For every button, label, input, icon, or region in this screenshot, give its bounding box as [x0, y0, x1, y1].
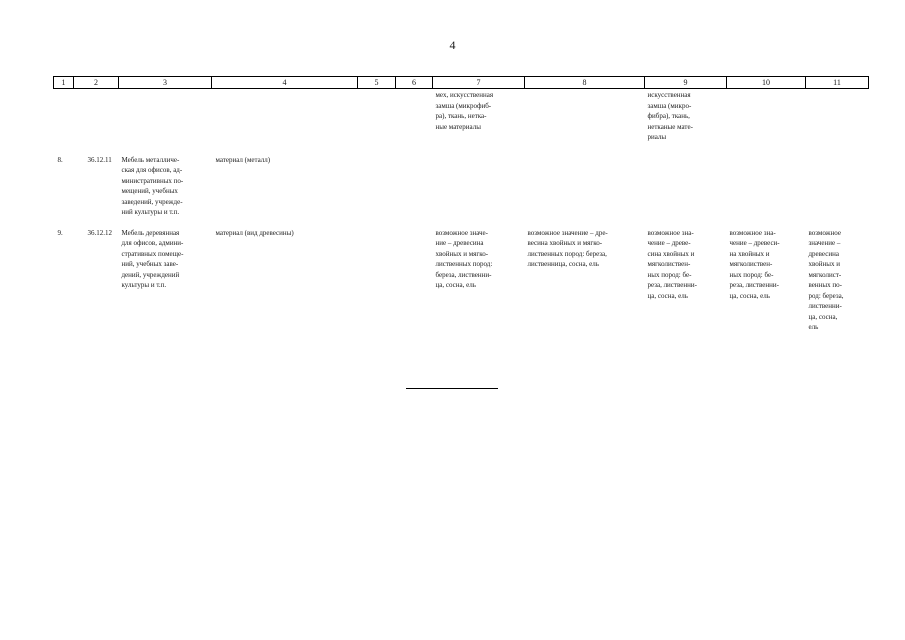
cell-col7 [433, 89, 525, 155]
cell-col10 [727, 228, 806, 333]
cell-col11 [806, 89, 869, 155]
cell-col7-text: мех, искусственная замша (микрофиб- ра), ткань, нетка- ные материалы [435, 91, 494, 131]
specification-table-container [53, 76, 868, 333]
cell-col6 [396, 155, 433, 228]
cell-col8 [525, 228, 645, 333]
cell-col6 [396, 89, 433, 155]
page-number: 4 [449, 38, 456, 52]
footnote-separator-line [406, 388, 498, 389]
code-cell: 36.12.12 [87, 228, 112, 237]
cell-col11-text: возможное значение – древесина хвойных и мягколист- венных по- род: береза, лиственни- ца, сосна, ель [808, 228, 844, 331]
code-cell: 36.12.11 [87, 155, 112, 164]
column-header-9: 9 [645, 77, 727, 89]
row-number-cell [54, 89, 74, 155]
cell-col10 [727, 155, 806, 228]
column-number-row [54, 77, 869, 89]
cell-col5 [358, 228, 396, 333]
column-header-8: 8 [525, 77, 645, 89]
column-header-10: 10 [727, 77, 806, 89]
cell-col7 [433, 228, 525, 333]
name-cell [119, 89, 212, 155]
attribute-cell: материал (металл) [215, 155, 271, 164]
cell-col5 [358, 89, 396, 155]
column-header-11: 11 [806, 77, 869, 89]
code-cell [74, 89, 119, 155]
column-header-7: 7 [433, 77, 525, 89]
name-text: Мебель деревянная для офисов, админи- стративных помеще- ний, учебных заве- дений, учреждений культуры и т.п. [121, 228, 184, 289]
row-number-cell: 9. [57, 228, 63, 237]
cell-col10-text: возможное зна- чение – древеси- на хвойных и мягколиствен- ных пород: бе- реза, лиственни- ца, сосна, ель [729, 228, 780, 300]
table-row-continuation [54, 89, 869, 155]
row-number-cell: 8. [57, 155, 63, 164]
cell-col9-text: искусственная замша (микро- фибра), ткань, нетканые мате- риалы [647, 91, 693, 141]
name-cell [119, 155, 212, 228]
cell-col7-text: возможное значе- ние – древесина хвойных и мягко- лиственных пород: береза, лиственни- ца, сосна, ель [435, 228, 493, 289]
name-text: Мебель металличе- ская для офисов, ад- министративных по- мещений, учебных заведений, учрежде- ний культуры и т.п. [121, 155, 184, 216]
specification-table [53, 76, 869, 333]
attribute-cell: материал (вид древесины) [215, 228, 294, 237]
column-header-4: 4 [212, 77, 358, 89]
column-header-6: 6 [396, 77, 433, 89]
cell-col9 [645, 89, 727, 155]
cell-col8 [525, 89, 645, 155]
cell-col6 [396, 228, 433, 333]
cell-col9 [645, 155, 727, 228]
cell-col7 [433, 155, 525, 228]
cell-col9-text: возможное зна- чение – древе- сина хвойных и мягколиствен- ных пород: бе- реза, лиственни- ца, сосна, ель [647, 228, 697, 300]
column-header-1: 1 [54, 77, 74, 89]
cell-col5 [358, 155, 396, 228]
cell-col8 [525, 155, 645, 228]
cell-col11 [806, 228, 869, 333]
cell-col10 [727, 89, 806, 155]
column-header-5: 5 [358, 77, 396, 89]
cell-col9 [645, 228, 727, 333]
attribute-cell [212, 89, 358, 155]
cell-col11 [806, 155, 869, 228]
cell-col8-text: возможное значение – дре- весина хвойных и мягко- лиственных пород: береза, лиственница, сосна, ель [527, 228, 608, 268]
column-header-3: 3 [119, 77, 212, 89]
table-row-8 [54, 155, 869, 228]
table-row-9 [54, 228, 869, 333]
name-cell [119, 228, 212, 333]
column-header-2: 2 [74, 77, 119, 89]
